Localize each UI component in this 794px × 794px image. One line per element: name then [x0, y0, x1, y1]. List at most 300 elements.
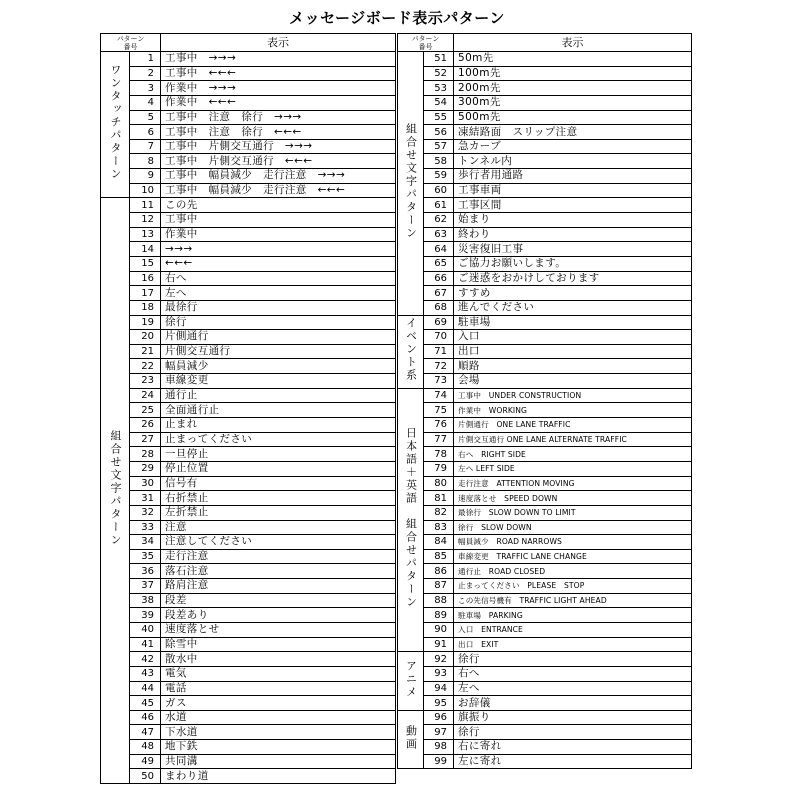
table-row	[398, 242, 692, 257]
pattern-number: 12	[130, 213, 161, 228]
table-row	[101, 183, 396, 198]
pattern-number: 42	[130, 652, 161, 667]
pattern-number: 66	[424, 271, 454, 286]
display-text: 作業中 →→→	[161, 81, 396, 96]
pattern-number: 73	[424, 374, 454, 389]
display-text: 左へ	[161, 286, 396, 301]
display-text: 始まり	[454, 213, 692, 228]
pattern-number: 51	[424, 52, 454, 67]
table-row	[101, 593, 396, 608]
pattern-number: 28	[130, 447, 161, 462]
header-row	[101, 34, 396, 52]
pattern-number: 32	[130, 505, 161, 520]
display-text: 左へ LEFT SIDE	[454, 461, 692, 476]
table-row	[398, 66, 692, 81]
pattern-number: 25	[130, 403, 161, 418]
display-text: 左折禁止	[161, 505, 396, 520]
display-text: 片側通行 ONE LANE TRAFFIC	[454, 418, 692, 433]
pattern-number: 70	[424, 330, 454, 345]
table-row	[101, 374, 396, 389]
pattern-number: 40	[130, 622, 161, 637]
display-text: ご迷惑をおかけしております	[454, 271, 692, 286]
pattern-number: 74	[424, 388, 454, 403]
pattern-number: 78	[424, 447, 454, 462]
table-row	[398, 256, 692, 271]
table-row	[398, 198, 692, 213]
pattern-number: 54	[424, 95, 454, 110]
table-row	[398, 271, 692, 286]
pattern-number: 60	[424, 183, 454, 198]
display-text: 段差あり	[161, 608, 396, 623]
pattern-number: 95	[424, 696, 454, 711]
pattern-number: 21	[130, 344, 161, 359]
display-text: 右へ	[454, 666, 692, 681]
table-row	[101, 81, 396, 96]
display-text: ガス	[161, 696, 396, 711]
pattern-number: 20	[130, 330, 161, 345]
display-text: 電気	[161, 666, 396, 681]
pattern-number: 29	[130, 461, 161, 476]
table-row	[398, 549, 692, 564]
table-row	[398, 740, 692, 755]
display-text: 右へ RIGHT SIDE	[454, 447, 692, 462]
table-row	[398, 125, 692, 140]
table-row	[398, 330, 692, 345]
table-row	[101, 652, 396, 667]
display-text: 出口	[454, 344, 692, 359]
table-row	[101, 579, 396, 594]
display-text: 作業中	[161, 227, 396, 242]
display-text: 終わり	[454, 227, 692, 242]
display-text: 右に寄れ	[454, 740, 692, 755]
table-row	[101, 213, 396, 228]
table-row	[101, 315, 396, 330]
table-row	[398, 476, 692, 491]
pattern-number: 4	[130, 95, 161, 110]
group-label-text: 組合せ文字パターン	[109, 430, 122, 548]
display-text: 工事中 片側交互通行 ←←←	[161, 154, 396, 169]
table-row	[398, 491, 692, 506]
pattern-number: 94	[424, 681, 454, 696]
display-text: 左へ	[454, 681, 692, 696]
pattern-number: 79	[424, 461, 454, 476]
pattern-number: 48	[130, 740, 161, 755]
display-text: 共同溝	[161, 754, 396, 769]
pattern-number: 31	[130, 491, 161, 506]
display-text: 速度落とせ	[161, 622, 396, 637]
display-text: 急カーブ	[454, 139, 692, 154]
table-row	[398, 154, 692, 169]
display-text: この先信号機有 TRAFFIC LIGHT AHEAD	[454, 593, 692, 608]
table-row	[398, 505, 692, 520]
pattern-number: 10	[130, 183, 161, 198]
display-header: 表示	[161, 34, 396, 52]
display-text: 工事中 幅員減少 走行注意 ←←←	[161, 183, 396, 198]
table-row	[101, 476, 396, 491]
display-text: 工事中 注意 徐行 →→→	[161, 110, 396, 125]
display-text: 工事中 注意 徐行 ←←←	[161, 125, 396, 140]
display-text: 入口 ENTRANCE	[454, 622, 692, 637]
pattern-number: 61	[424, 198, 454, 213]
pattern-number: 11	[130, 198, 161, 213]
display-text: 凍結路面 スリップ注意	[454, 125, 692, 140]
table-row	[101, 696, 396, 711]
table-row	[398, 81, 692, 96]
pattern-number: 15	[130, 256, 161, 271]
pattern-table-left	[100, 33, 396, 784]
pattern-number: 63	[424, 227, 454, 242]
pattern-number: 41	[130, 637, 161, 652]
table-row	[101, 330, 396, 345]
table-row	[101, 608, 396, 623]
table-row	[398, 754, 692, 769]
table-row	[398, 300, 692, 315]
pattern-number: 93	[424, 666, 454, 681]
display-text: 作業中 ←←←	[161, 95, 396, 110]
display-text: 散水中	[161, 652, 396, 667]
pattern-number: 6	[130, 125, 161, 140]
pattern-number: 8	[130, 154, 161, 169]
table-row	[101, 535, 396, 550]
pattern-number: 5	[130, 110, 161, 125]
display-text: 信号有	[161, 476, 396, 491]
group-label-text: 動画	[404, 724, 418, 751]
table-row	[398, 344, 692, 359]
table-row	[398, 622, 692, 637]
display-text: 水道	[161, 710, 396, 725]
table-row	[101, 286, 396, 301]
display-text: トンネル内	[454, 154, 692, 169]
pattern-number: 2	[130, 66, 161, 81]
display-text: 300m先	[454, 95, 692, 110]
display-text: 右折禁止	[161, 491, 396, 506]
table-row	[101, 505, 396, 520]
pattern-number: 90	[424, 622, 454, 637]
table-row	[398, 652, 692, 667]
display-text: 左に寄れ	[454, 754, 692, 769]
pattern-number: 59	[424, 169, 454, 184]
pattern-number: 89	[424, 608, 454, 623]
table-row	[101, 198, 396, 213]
pattern-number: 75	[424, 403, 454, 418]
table-row	[101, 154, 396, 169]
display-text: 電話	[161, 681, 396, 696]
display-text: 200m先	[454, 81, 692, 96]
table-row	[101, 110, 396, 125]
table-row	[101, 564, 396, 579]
display-text: 50m先	[454, 52, 692, 67]
pattern-number: 36	[130, 564, 161, 579]
pattern-number: 27	[130, 432, 161, 447]
display-text: 徐行	[161, 315, 396, 330]
group-label-text: 組合せ文字パターン	[404, 122, 418, 240]
table-row	[398, 315, 692, 330]
table-row	[398, 183, 692, 198]
table-row	[398, 403, 692, 418]
pattern-number: 53	[424, 81, 454, 96]
display-text: 幅員減少	[161, 359, 396, 374]
pattern-number: 98	[424, 740, 454, 755]
group-label	[101, 52, 130, 198]
display-text: 入口	[454, 330, 692, 345]
pattern-number: 83	[424, 520, 454, 535]
table-row	[101, 66, 396, 81]
display-text: 地下鉄	[161, 740, 396, 755]
display-text: 全面通行止	[161, 403, 396, 418]
pattern-number: 99	[424, 754, 454, 769]
pattern-number: 38	[130, 593, 161, 608]
pattern-number: 50	[130, 769, 161, 784]
pattern-number: 26	[130, 418, 161, 433]
table-row	[101, 418, 396, 433]
table-row	[398, 725, 692, 740]
pattern-number: 56	[424, 125, 454, 140]
table-row	[398, 52, 692, 67]
display-text: 作業中 WORKING	[454, 403, 692, 418]
display-text: 通行止	[161, 388, 396, 403]
group-label-text: アニメ	[404, 659, 418, 699]
table-row	[101, 740, 396, 755]
pattern-number: 24	[130, 388, 161, 403]
display-text: 工事中 ←←←	[161, 66, 396, 81]
pattern-number: 76	[424, 418, 454, 433]
group-label	[398, 315, 424, 388]
display-text: →→→	[161, 242, 396, 257]
pattern-number: 43	[130, 666, 161, 681]
pattern-number: 71	[424, 344, 454, 359]
group-label	[398, 52, 424, 316]
table-row	[398, 359, 692, 374]
pattern-number: 80	[424, 476, 454, 491]
display-text: 止まってください PLEASE STOP	[454, 579, 692, 594]
display-text: 一旦停止	[161, 447, 396, 462]
pattern-number: 57	[424, 139, 454, 154]
table-row	[101, 754, 396, 769]
table-row	[101, 169, 396, 184]
pattern-number: 22	[130, 359, 161, 374]
table-row	[101, 710, 396, 725]
table-row	[398, 461, 692, 476]
pattern-number: 39	[130, 608, 161, 623]
table-row	[398, 139, 692, 154]
pattern-number: 45	[130, 696, 161, 711]
display-text: 旗振り	[454, 710, 692, 725]
group-label-text: 日本語＋英語 組合せパターン	[404, 427, 418, 609]
pattern-number: 9	[130, 169, 161, 184]
header-row	[398, 34, 692, 52]
table-row	[398, 535, 692, 550]
pattern-number: 30	[130, 476, 161, 491]
table-row	[101, 125, 396, 140]
display-text: 段差	[161, 593, 396, 608]
pattern-number: 69	[424, 315, 454, 330]
table-row	[101, 725, 396, 740]
display-text: 片側交互通行	[161, 344, 396, 359]
pattern-number: 46	[130, 710, 161, 725]
table-row	[398, 681, 692, 696]
table-row	[398, 418, 692, 433]
display-text: ←←←	[161, 256, 396, 271]
display-header: 表示	[454, 34, 692, 52]
display-text: 徐行	[454, 725, 692, 740]
table-row	[398, 637, 692, 652]
display-text: すすめ	[454, 286, 692, 301]
display-text: お辞儀	[454, 696, 692, 711]
group-label-text: イベント系	[404, 317, 418, 383]
pattern-number: 86	[424, 564, 454, 579]
pattern-number: 58	[424, 154, 454, 169]
display-text: 止まってください	[161, 432, 396, 447]
table-row	[398, 110, 692, 125]
display-text: 進んでください	[454, 300, 692, 315]
table-row	[398, 95, 692, 110]
pattern-number: 47	[130, 725, 161, 740]
display-text: 駐車場	[454, 315, 692, 330]
pattern-number: 7	[130, 139, 161, 154]
table-row	[101, 403, 396, 418]
table-row	[398, 564, 692, 579]
table-row	[398, 579, 692, 594]
table-row	[398, 593, 692, 608]
pattern-number: 97	[424, 725, 454, 740]
display-text: 走行注意	[161, 549, 396, 564]
table-row	[101, 637, 396, 652]
display-text: 注意してください	[161, 535, 396, 550]
table-row	[398, 432, 692, 447]
pattern-number: 55	[424, 110, 454, 125]
pattern-number: 37	[130, 579, 161, 594]
pattern-number: 19	[130, 315, 161, 330]
display-text: 出口 EXIT	[454, 637, 692, 652]
table-row	[398, 710, 692, 725]
pattern-number-header: パターン 番号	[398, 34, 454, 52]
table-row	[398, 227, 692, 242]
group-label	[398, 388, 424, 652]
table-row	[398, 666, 692, 681]
display-text: 片側通行	[161, 330, 396, 345]
display-text: 幅員減少 ROAD NARROWS	[454, 535, 692, 550]
pattern-number: 81	[424, 491, 454, 506]
pattern-number: 3	[130, 81, 161, 96]
pattern-number: 14	[130, 242, 161, 257]
pattern-number: 84	[424, 535, 454, 550]
display-text: 徐行 SLOW DOWN	[454, 520, 692, 535]
display-text: 工事中	[161, 213, 396, 228]
pattern-number: 65	[424, 256, 454, 271]
pattern-number: 92	[424, 652, 454, 667]
display-text: 徐行	[454, 652, 692, 667]
table-row	[398, 374, 692, 389]
pattern-number: 87	[424, 579, 454, 594]
display-text: 落石注意	[161, 564, 396, 579]
display-text: 工事車両	[454, 183, 692, 198]
table-row	[101, 447, 396, 462]
table-row	[398, 388, 692, 403]
pattern-number: 91	[424, 637, 454, 652]
table-row	[101, 432, 396, 447]
pattern-number: 72	[424, 359, 454, 374]
table-row	[101, 359, 396, 374]
display-text: 工事中 UNDER CONSTRUCTION	[454, 388, 692, 403]
pattern-number: 34	[130, 535, 161, 550]
pattern-table-right	[397, 33, 692, 769]
display-text: 注意	[161, 520, 396, 535]
display-text: 車線変更	[161, 374, 396, 389]
pattern-number: 64	[424, 242, 454, 257]
pattern-number: 23	[130, 374, 161, 389]
group-label	[398, 652, 424, 711]
display-text: 除雪中	[161, 637, 396, 652]
display-text: 100m先	[454, 66, 692, 81]
table-row	[101, 52, 396, 67]
display-text: 通行止 ROAD CLOSED	[454, 564, 692, 579]
pattern-number: 68	[424, 300, 454, 315]
pattern-number: 44	[130, 681, 161, 696]
pattern-number: 33	[130, 520, 161, 535]
pattern-number: 17	[130, 286, 161, 301]
display-text: 工事中 幅員減少 走行注意 →→→	[161, 169, 396, 184]
table-row	[398, 213, 692, 228]
table-row	[101, 271, 396, 286]
display-text: ご協力お願いします。	[454, 256, 692, 271]
table-row	[101, 461, 396, 476]
display-text: 停止位置	[161, 461, 396, 476]
pattern-number: 67	[424, 286, 454, 301]
table-row	[101, 95, 396, 110]
display-text: 500m先	[454, 110, 692, 125]
table-row	[101, 139, 396, 154]
page-title: メッセージボード表示パターン	[289, 9, 505, 27]
display-text: 走行注意 ATTENTION MOVING	[454, 476, 692, 491]
table-row	[398, 286, 692, 301]
table-row	[101, 681, 396, 696]
table-row	[101, 227, 396, 242]
pattern-number: 77	[424, 432, 454, 447]
pattern-number: 18	[130, 300, 161, 315]
table-row	[398, 520, 692, 535]
table-row	[101, 344, 396, 359]
table-row	[101, 769, 396, 784]
pattern-number: 52	[424, 66, 454, 81]
display-text: 止まれ	[161, 418, 396, 433]
display-text: 車線変更 TRAFFIC LANE CHANGE	[454, 549, 692, 564]
display-text: 工事中 片側交互通行 →→→	[161, 139, 396, 154]
table-row	[398, 696, 692, 711]
display-text: 歩行者用通路	[454, 169, 692, 184]
table-row	[101, 520, 396, 535]
display-text: 工事区間	[454, 198, 692, 213]
table-row	[101, 256, 396, 271]
pattern-number: 96	[424, 710, 454, 725]
pattern-number: 82	[424, 505, 454, 520]
display-text: 順路	[454, 359, 692, 374]
table-row	[101, 300, 396, 315]
table-row	[101, 491, 396, 506]
display-text: 片側交互通行 ONE LANE ALTERNATE TRAFFIC	[454, 432, 692, 447]
pattern-number: 35	[130, 549, 161, 564]
pattern-number: 62	[424, 213, 454, 228]
display-text: 会場	[454, 374, 692, 389]
display-text: 速度落とせ SPEED DOWN	[454, 491, 692, 506]
pattern-number: 49	[130, 754, 161, 769]
display-text: まわり道	[161, 769, 396, 784]
table-row	[101, 622, 396, 637]
table-row	[398, 447, 692, 462]
table-row	[101, 242, 396, 257]
display-text: 最徐行 SLOW DOWN TO LIMIT	[454, 505, 692, 520]
pattern-number: 85	[424, 549, 454, 564]
display-text: 駐車場 PARKING	[454, 608, 692, 623]
